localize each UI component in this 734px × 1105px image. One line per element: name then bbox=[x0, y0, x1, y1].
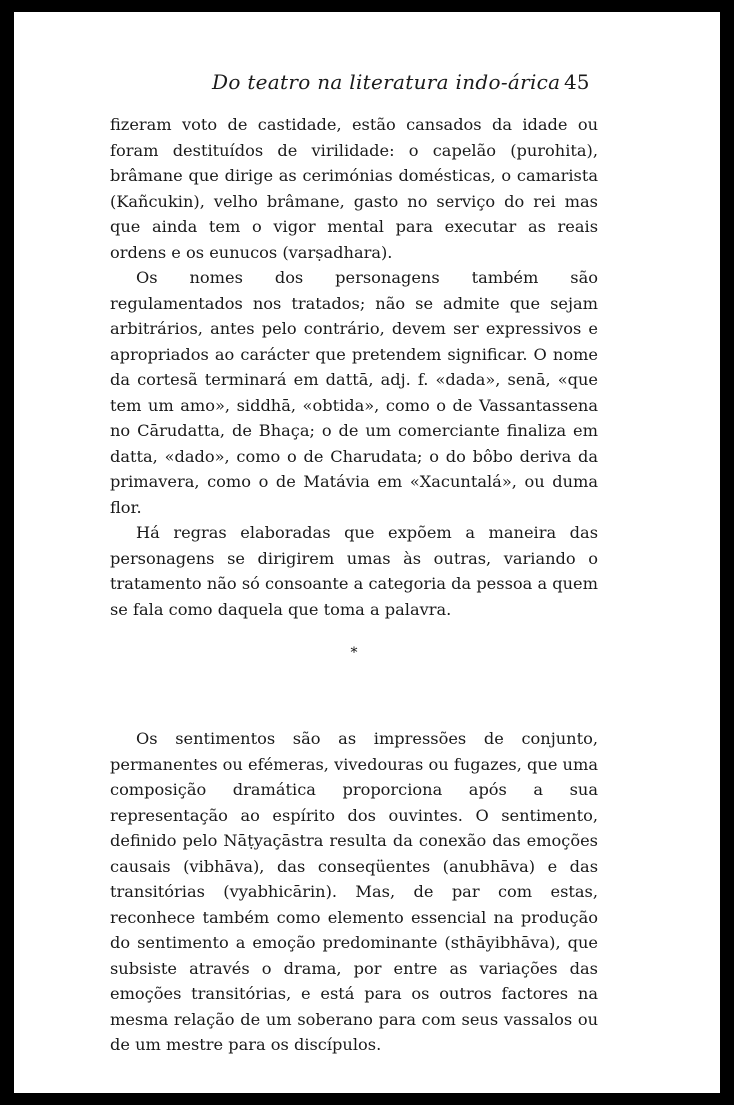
paragraph-2: Os nomes dos personagens também são regulamentados nos tratados; não se admite que sejam arbitrários, antes pelo contrário, devem ser expressivos e apropriados ao carácter que pretendem significar. O nome da cortesã terminará em dattā, adj. f. «dada», senā, «que tem um amo», siddhā, «obtida», como o de Vassantassena no Cārudatta, de Bhaça; o de um comerciante finaliza em datta, «dado», como o de Charudata; o do bôbo deriva da primavera, como o de Matávia em «Xacuntalá», ou duma flor. bbox=[110, 268, 598, 517]
running-title: Do teatro na literatura indo-árica bbox=[212, 70, 561, 94]
paragraph-4: Os sentimentos são as impressões de conjunto, permanentes ou efémeras, vivedouras ou fugazes, que uma composição dramática proporciona após a sua representação ao espírito dos ouvintes. O sentimento, definido pelo Nāṭyaçāstra resulta da conexão das emoções causais (vibhāva), das conseqüentes (anubhāva) e das transitórias (vyabhicārin). Mas, de par com estas, reconhece também como elemento essencial na produção do sentimento a emoção predominante (sthāyibhāva), que subsiste através o drama, por entre as variações das emoções transitórias, e está para os outros factores na mesma relação de um soberano para com seus vassalos ou de um mestre para os discípulos. bbox=[110, 729, 598, 1054]
section-gap bbox=[110, 686, 598, 726]
page-number: 45 bbox=[564, 70, 590, 94]
paragraph-1: fizeram voto de castidade, estão cansados da idade ou foram destituídos de virilidade: o capelão (purohita), brâmane que dirige as cerimónias domésticas, o camarista (Kañcukin), velho brâmane, gasto no serviço do rei mas que ainda tem o vigor mental para executar as reais ordens e os eunucos (varṣadhara). bbox=[110, 115, 598, 262]
page-header bbox=[14, 70, 720, 102]
section-separator: * bbox=[350, 645, 358, 661]
book-page bbox=[14, 12, 720, 1093]
paragraph-3: Há regras elaboradas que expõem a maneira das personagens se dirigirem umas às outras, variando o tratamento não só consoante a categoria da pessoa a quem se fala como daquela que toma a palavra. bbox=[110, 523, 598, 619]
body-text bbox=[110, 112, 598, 1058]
